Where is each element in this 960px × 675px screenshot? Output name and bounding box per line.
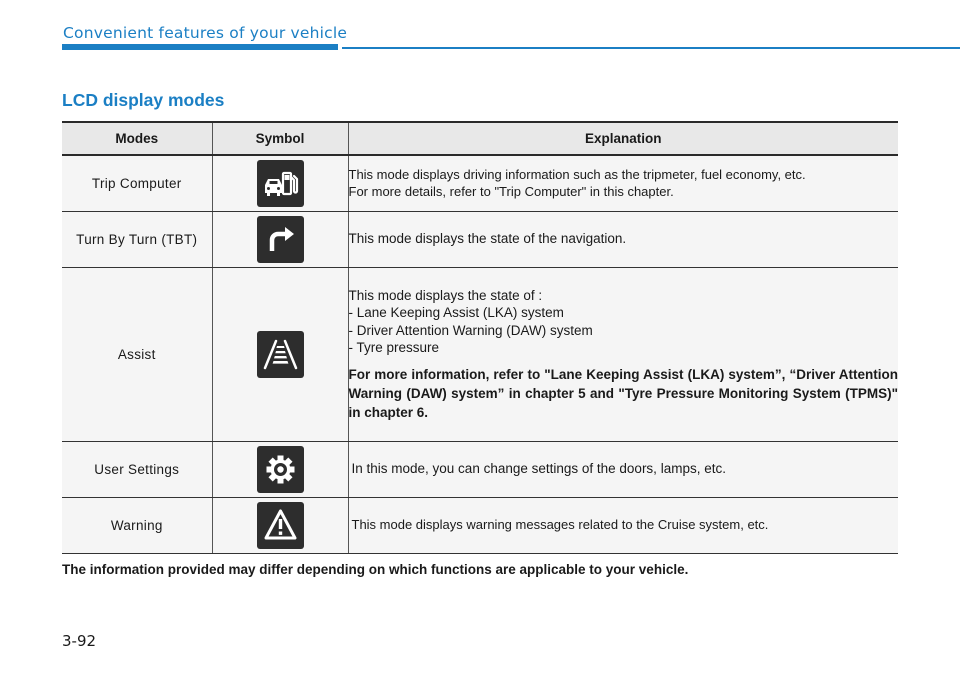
explanation-line: - Tyre pressure <box>348 340 440 355</box>
explanation-line: This mode displays the state of the navigation. <box>348 231 627 247</box>
symbol-cell <box>212 441 348 497</box>
table-header-row <box>62 122 898 155</box>
mode-name: Trip Computer <box>62 155 212 211</box>
explanation-line: - Lane Keeping Assist (LKA) system <box>348 305 564 320</box>
cross-reference-note: For more information, refer to "Lane Keeping Assist (LKA) system”, “Driver Attention Warning (DAW) system” in chapter 5 and "Tyre Pressure Monitoring System (TPMS)" in chapter 6. <box>348 366 898 420</box>
explanation-line: For more details, refer to "Trip Computer" in this chapter. <box>348 184 674 200</box>
mode-name: Turn By Turn (TBT) <box>62 211 212 267</box>
mode-name: User Settings <box>62 441 212 497</box>
table-row-assist <box>62 267 898 441</box>
table-row-tbt <box>62 211 898 267</box>
gear-icon <box>257 446 304 493</box>
explanation-line: This mode displays driving information such as the tripmeter, fuel economy, etc. <box>348 166 806 182</box>
section-title: LCD display modes <box>62 90 225 110</box>
symbol-cell <box>212 155 348 211</box>
table-row-warning <box>62 497 898 553</box>
explanation-cell <box>348 155 898 211</box>
header-accent-bar <box>62 44 338 50</box>
chapter-title: Convenient features of your vehicle <box>63 24 348 42</box>
lcd-modes-table <box>62 121 898 554</box>
explanation-line: - Driver Attention Warning (DAW) system <box>348 322 593 338</box>
explanation-cell <box>348 267 898 441</box>
lane-assist-icon <box>257 331 304 378</box>
symbol-cell <box>212 211 348 267</box>
column-header-symbol: Symbol <box>212 122 348 155</box>
table-row-trip-computer <box>62 155 898 211</box>
explanation-cell <box>348 441 898 497</box>
footnote: The information provided may differ depending on which functions are applicable to your vehicle. <box>62 562 689 577</box>
mode-name: Warning <box>62 497 212 553</box>
trip-computer-icon <box>257 160 304 207</box>
column-header-explanation: Explanation <box>348 122 898 155</box>
explanation-line: This mode displays the state of : <box>348 287 543 303</box>
header-rule <box>342 47 960 49</box>
table-row-user-settings <box>62 441 898 497</box>
explanation-cell <box>348 211 898 267</box>
warning-triangle-icon <box>257 502 304 549</box>
page-number: 3-92 <box>62 632 97 650</box>
explanation-line: This mode displays warning messages related to the Cruise system, etc. <box>351 517 769 533</box>
explanation-cell <box>348 497 898 553</box>
turn-right-arrow-icon <box>257 216 304 263</box>
symbol-cell <box>212 497 348 553</box>
mode-name: Assist <box>62 267 212 441</box>
column-header-modes: Modes <box>62 122 212 155</box>
symbol-cell <box>212 267 348 441</box>
explanation-line: In this mode, you can change settings of the doors, lamps, etc. <box>351 461 726 477</box>
